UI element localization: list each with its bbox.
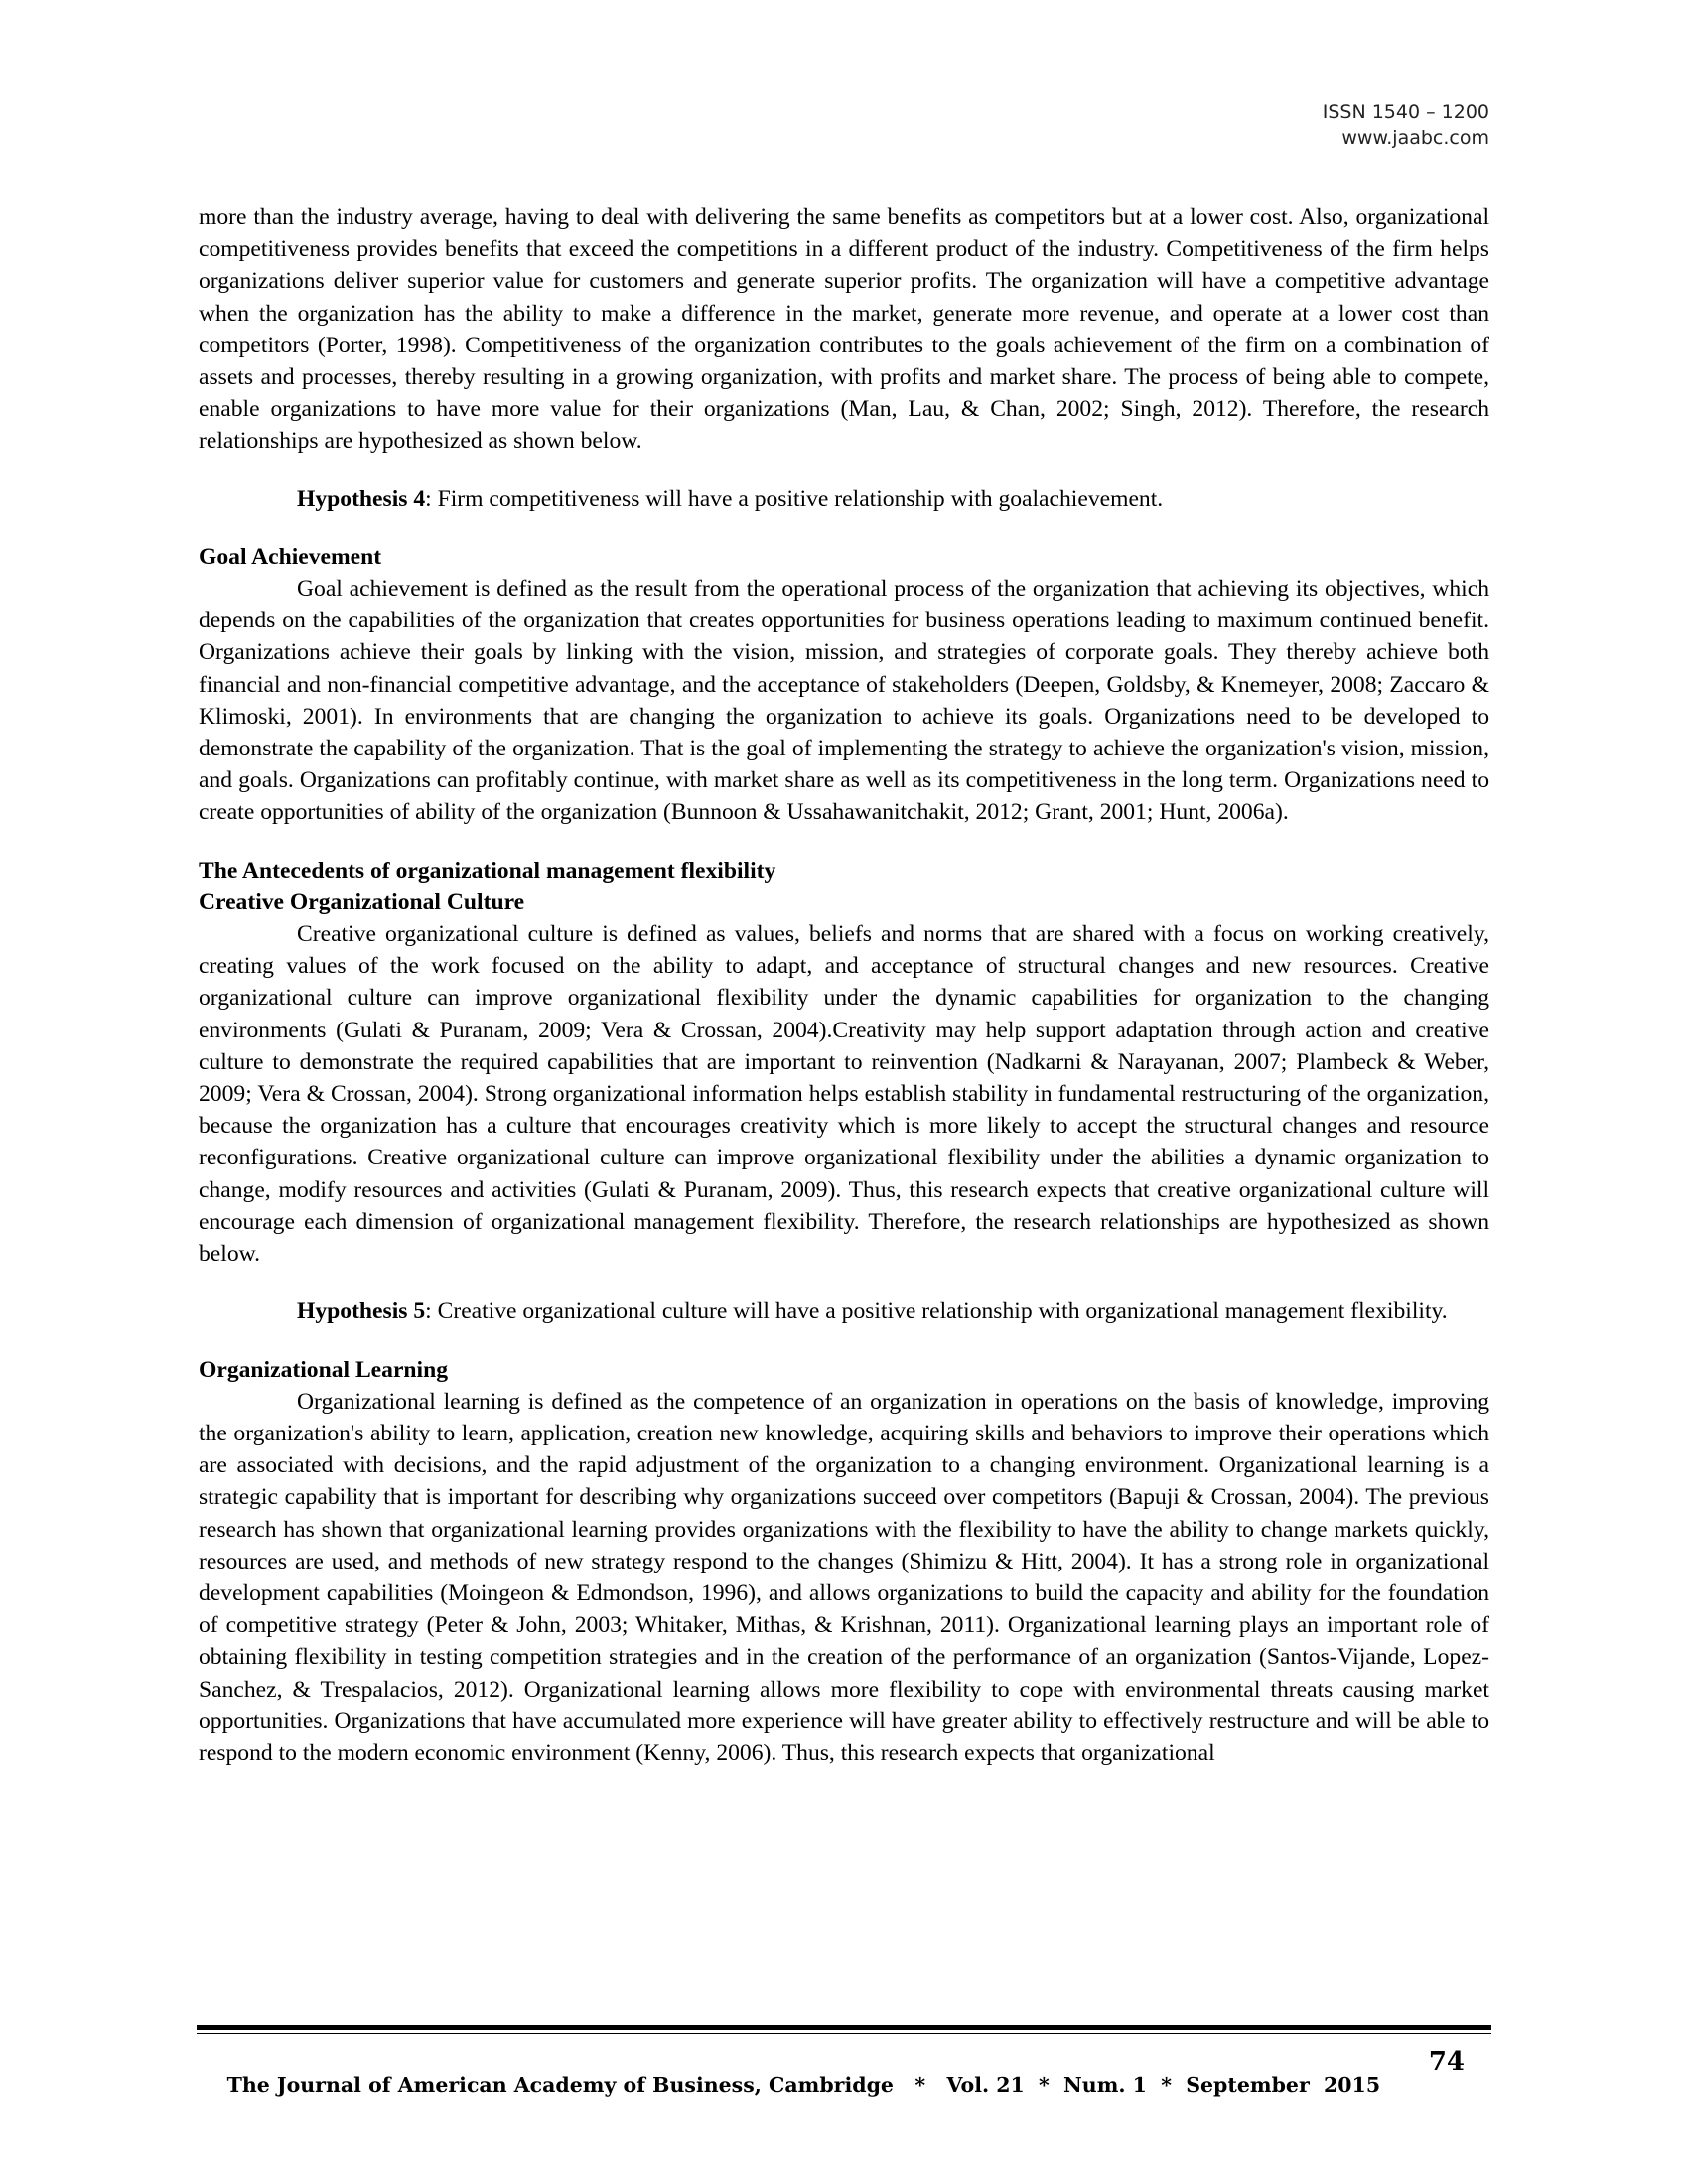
paragraph-goal-achievement: Goal achievement is defined as the result from the operational process of the organization that achieving its objectives, which depends on the capabilities of the organization that creates opportunities for business operations leading to maximum continued benefit. Organizations achieve their goals by linking with the vision, mission, and strategies of corporate goals. They thereby achieve both financial and non-financial competitive advantage, and the acceptance of stakeholders (Deepen, Goldsby, & Knemeyer, 2008; Zaccaro & Klimoski, 2001). In environments that are changing the organization to achieve its goals. Organizations need to be developed to demonstrate the capability of the organization. That is the goal of implementing the strategy to achieve the organization's vision, mission, and goals. Organizations can profitably continue, with market share as well as its competitiveness in the long term. Organizations need to create opportunities of ability of the organization (Bunnoon & Ussahawanitchakit, 2012; Grant, 2001; Hunt, 2006a). (199, 576, 1489, 826)
spacer (199, 515, 1489, 541)
paragraph-organizational-learning: Organizational learning is defined as the competence of an organization in operations on the basis of knowledge, improving the organization's ability to learn, application, creation new knowledge, acquiring skills and behaviors to improve their operations which are associated with decisions, and the rapid adjustment of the organization to a changing environment. Organizational learning is a strategic capability that is important for describing why organizations succeed over competitors (Bapuji & Crossan, 2004). The previous research has shown that organizational learning provides organizations with the flexibility to have the ability to change markets quickly, resources are used, and methods of new strategy respond to the changes (Shimizu & Hitt, 2004). It has a strong role in organizational development capabilities (Moingeon & Edmondson, 1996), and allows organizations to build the capacity and ability for the foundation of competitive strategy (Peter & John, 2003; Whitaker, Mithas, & Krishnan, 2011). Organizational learning plays an important role of obtaining flexibility in testing competition strategies and in the creation of the performance of an organization (Santos-Vijande, Lopez-Sanchez, & Trespalacios, 2012). Organizational learning allows more flexibility to cope with environmental threats causing market opportunities. Organizations that have accumulated more experience will have greater ability to effectively restructure and will be able to respond to the modern economic environment (Kenny, 2006). Thus, this research expects that organizational (199, 1388, 1489, 1766)
section-heading-creative-culture: Creative Organizational Culture (199, 888, 525, 915)
section-heading-goal-achievement: Goal Achievement (199, 543, 382, 570)
section-heading-antecedents: The Antecedents of organizational management flexibility (199, 857, 776, 884)
footer-divider-thin (197, 2033, 1491, 2034)
hypothesis-4 (199, 483, 1489, 515)
page-number: 74 (1428, 2047, 1465, 2077)
hypothesis-5 (199, 1296, 1489, 1327)
paragraph-creative-culture: Creative organizational culture is defined as values, beliefs and norms that are shared with a focus on working creatively, creating values of the work focused on the ability to adapt, and acceptance of structural changes and new resources. Creative organizational culture can improve organizational flexibility under the dynamic capabilities for organization to the changing environments (Gulati & Puranam, 2009; Vera & Crossan, 2004).Creativity may help support adaptation through action and creative culture to demonstrate the required capabilities that are important to reinvention (Nadkarni & Narayanan, 2007; Plambeck & Weber, 2009; Vera & Crossan, 2004). Strong organizational information helps establish stability in fundamental restructuring of the organization, because the organization has a culture that encourages creativity which is more likely to accept the structural changes and resource reconfigurations. Creative organizational culture can improve organizational flexibility under the abilities a dynamic organization to change, modify resources and activities (Gulati & Puranam, 2009). Thus, this research expects that creative organizational culture will encourage each dimension of organizational management flexibility. Therefore, the research relationships are hypothesized as shown below. (199, 921, 1489, 1268)
paragraph-competitiveness: more than the industry average, having to deal with delivering the same benefits as competitors but at a lower cost. Also, organizational competitiveness provides benefits that exceed the competitions in a different product of the industry. Competitiveness of the firm helps organizations deliver superior value for customers and generate superior profits. The organization will have a competitive advantage when the organization has the ability to make a difference in the market, generate more revenue, and operate at a lower cost than competitors (Porter, 1998). Competitiveness of the organization contributes to the goals achievement of the firm on a combination of assets and processes, thereby resulting in a growing organization, with profits and market share. The process of being able to compete, enable organizations to have more value for their organizations (Man, Lau, & Chan, 2002; Singh, 2012). Therefore, the research relationships are hypothesized as shown below. (199, 205, 1489, 455)
spacer (199, 1270, 1489, 1296)
running-header (1323, 99, 1489, 151)
hypothesis-4-text: : Firm competitiveness will have a positive relationship with goalachievement. (425, 485, 1164, 512)
section-heading-organizational-learning: Organizational Learning (199, 1356, 449, 1383)
issn-number: ISSN 1540 – 1200 (1322, 101, 1489, 123)
hypothesis-4-label: Hypothesis 4 (297, 485, 426, 512)
hypothesis-5-text: : Creative organizational culture will have a positive relationship with organizational management flexibility. (425, 1298, 1448, 1325)
spacer (199, 829, 1489, 855)
spacer (199, 458, 1489, 483)
footer-divider-thick (197, 2025, 1491, 2030)
journal-citation: The Journal of American Academy of Business, Cambridge * Vol. 21 * Num. 1 * September 2015 (226, 2073, 1381, 2097)
article-body (199, 202, 1489, 1769)
journal-website: www.jaabc.com (1341, 127, 1489, 149)
hypothesis-5-label: Hypothesis 5 (297, 1298, 426, 1325)
running-footer (199, 2049, 1489, 2144)
spacer (199, 1328, 1489, 1354)
